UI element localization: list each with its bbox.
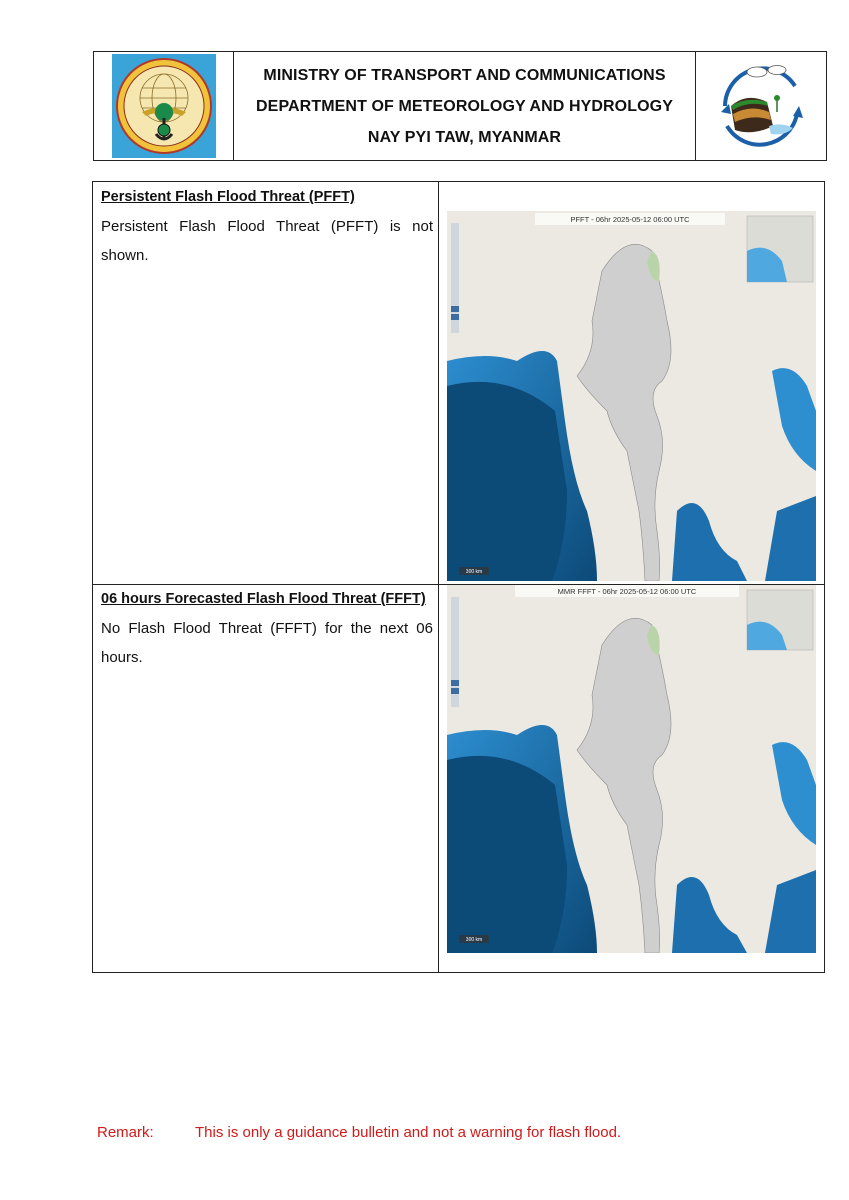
header-line-ministry: MINISTRY OF TRANSPORT AND COMMUNICATIONS	[263, 66, 666, 84]
ffft-scale-label: 300 km	[465, 937, 483, 943]
pfft-body: Persistent Flash Flood Threat (PFFT) is not shown.	[101, 218, 433, 264]
dmh-logo	[695, 52, 826, 160]
remark-label: Remark:	[97, 1124, 154, 1141]
pfft-map	[447, 211, 816, 581]
pfft-map-image	[447, 211, 816, 581]
remark-text: This is only a guidance bulletin and not a warning for flash flood.	[195, 1124, 622, 1141]
table-column-divider	[438, 182, 439, 972]
bulletin-table	[92, 181, 825, 973]
header-line-department: DEPARTMENT OF METEOROLOGY AND HYDROLOGY	[256, 97, 673, 115]
ministry-logo	[94, 52, 234, 160]
ffft-text-cell	[101, 585, 433, 672]
ffft-map-image	[447, 585, 816, 953]
pfft-scale-label: 300 km	[465, 569, 483, 575]
ffft-map	[447, 585, 816, 953]
header-title-block	[234, 52, 695, 160]
water-cycle-icon	[707, 56, 815, 156]
pfft-map-title: PFFT - 06hr 2025-05-12 06:00 UTC	[570, 215, 690, 224]
ffft-body: No Flash Flood Threat (FFFT) for the next 06 hours.	[101, 620, 433, 666]
header-line-location: NAY PYI TAW, MYANMAR	[367, 128, 562, 146]
ffft-heading: 06 hours Forecasted Flash Flood Threat (FFFT)	[101, 591, 426, 607]
ffft-map-title: MMR FFFT - 06hr 2025-05-12 06:00 UTC	[557, 587, 697, 596]
pfft-heading: Persistent Flash Flood Threat (PFFT)	[101, 189, 355, 205]
ministry-seal-icon	[112, 54, 216, 158]
header-box	[93, 51, 827, 161]
pfft-text-cell	[101, 183, 433, 270]
